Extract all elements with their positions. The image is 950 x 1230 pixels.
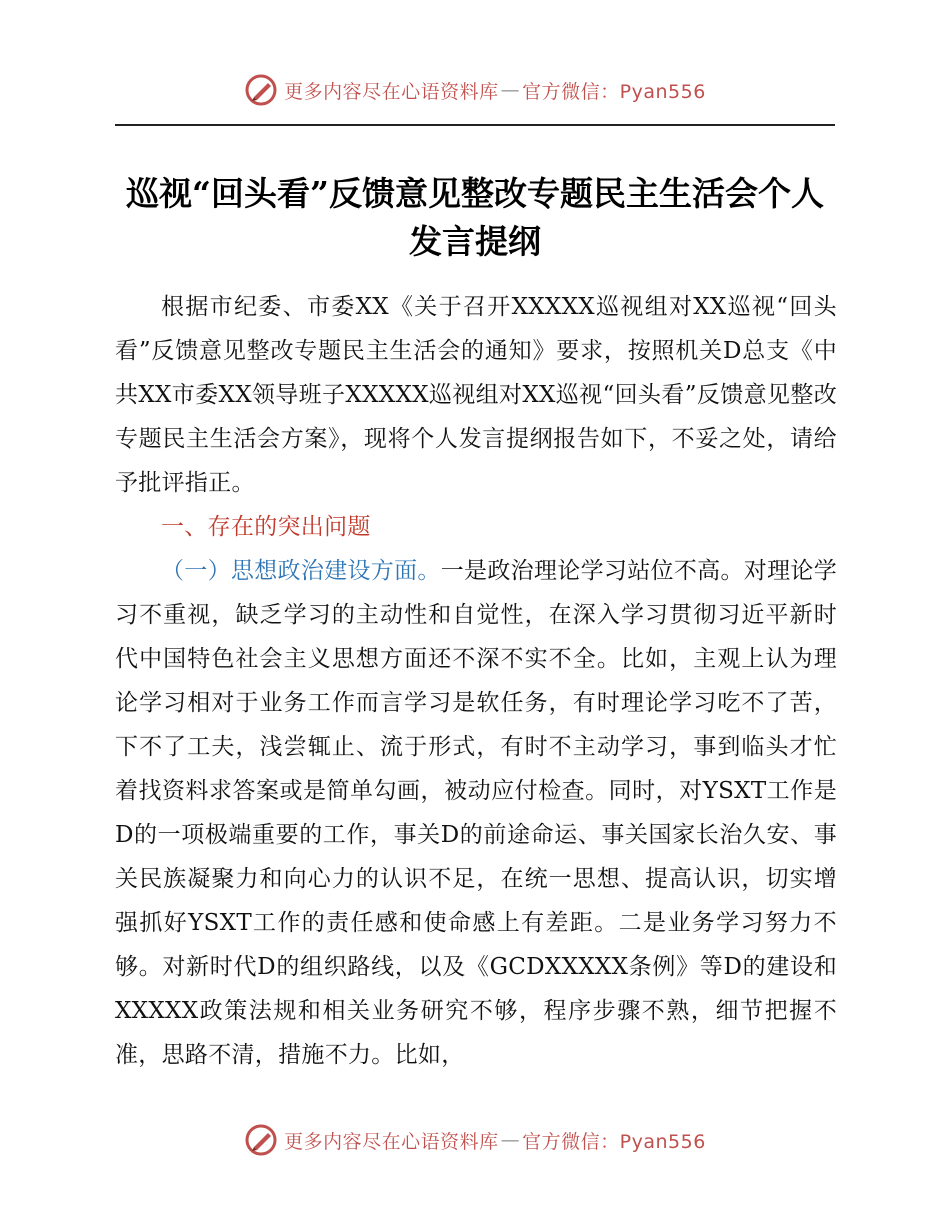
watermark-text: 更多内容尽在心语资料库 (284, 1130, 499, 1153)
document-body (115, 285, 837, 1077)
document-title: 巡视“回头看”反馈意见整改专题民主生活会个人发言提纲 (126, 174, 824, 261)
subsection-paragraph (115, 549, 837, 1077)
watermark-text: 更多内容尽在心语资料库 (284, 80, 499, 103)
section-heading: 一、存在的突出问题 (161, 514, 371, 540)
footer-watermark (0, 1118, 950, 1162)
watermark-wechat: 官方微信：Pyan556 (522, 1130, 706, 1153)
watermark-separator: — (500, 1129, 521, 1151)
pen-logo-icon (244, 73, 278, 107)
subsection-body: 一是政治理论学习站位不高。对理论学习不重视，缺乏学习的主动性和自觉性，在深入学习贯彻习近平新时代中国特色社会主义思想方面还不深不实不全。比如，主观上认为理论学习相对于业务工作而言学习是软任务，有时理论学习吃不了苦，下不了工夫，浅尝辄止、流于形式，有时不主动学习，事到临头才忙着找资料求答案或是简单勾画，被动应付检查。同时，对YSXT工作是D的一项极端重要的工作，事关D的前途命运、事关国家长治久安、事关民族凝聚力和向心力的认识不足，在统一思想、提高认识，切实增强抓好YSXT工作的责任感和使命感上有差距。二是业务学习努力不够。对新时代D的组织路线，以及《GCDXXXXX条例》等D的建设和XXXXX政策法规和相关业务研究不够，程序步骤不熟，细节把握不准，思路不清，措施不力。比如， (115, 558, 837, 1068)
watermark-separator: — (500, 79, 521, 101)
subsection-heading: （一）思想政治建设方面。 (161, 558, 441, 584)
header-watermark (0, 68, 950, 112)
watermark-wechat: 官方微信：Pyan556 (522, 80, 706, 103)
pen-logo-icon (244, 1123, 278, 1157)
intro-paragraph: 根据市纪委、市委XX《关于召开XXXXX巡视组对XX巡视“回头看”反馈意见整改专题民主生活会的通知》要求，按照机关D总支《中共XX市委XX领导班子XXXXX巡视组对XX巡视“回头看”反馈意见整改专题民主生活会方案》，现将个人发言提纲报告如下，不妥之处，请给予批评指正。 (115, 294, 837, 496)
header-divider (115, 124, 835, 126)
